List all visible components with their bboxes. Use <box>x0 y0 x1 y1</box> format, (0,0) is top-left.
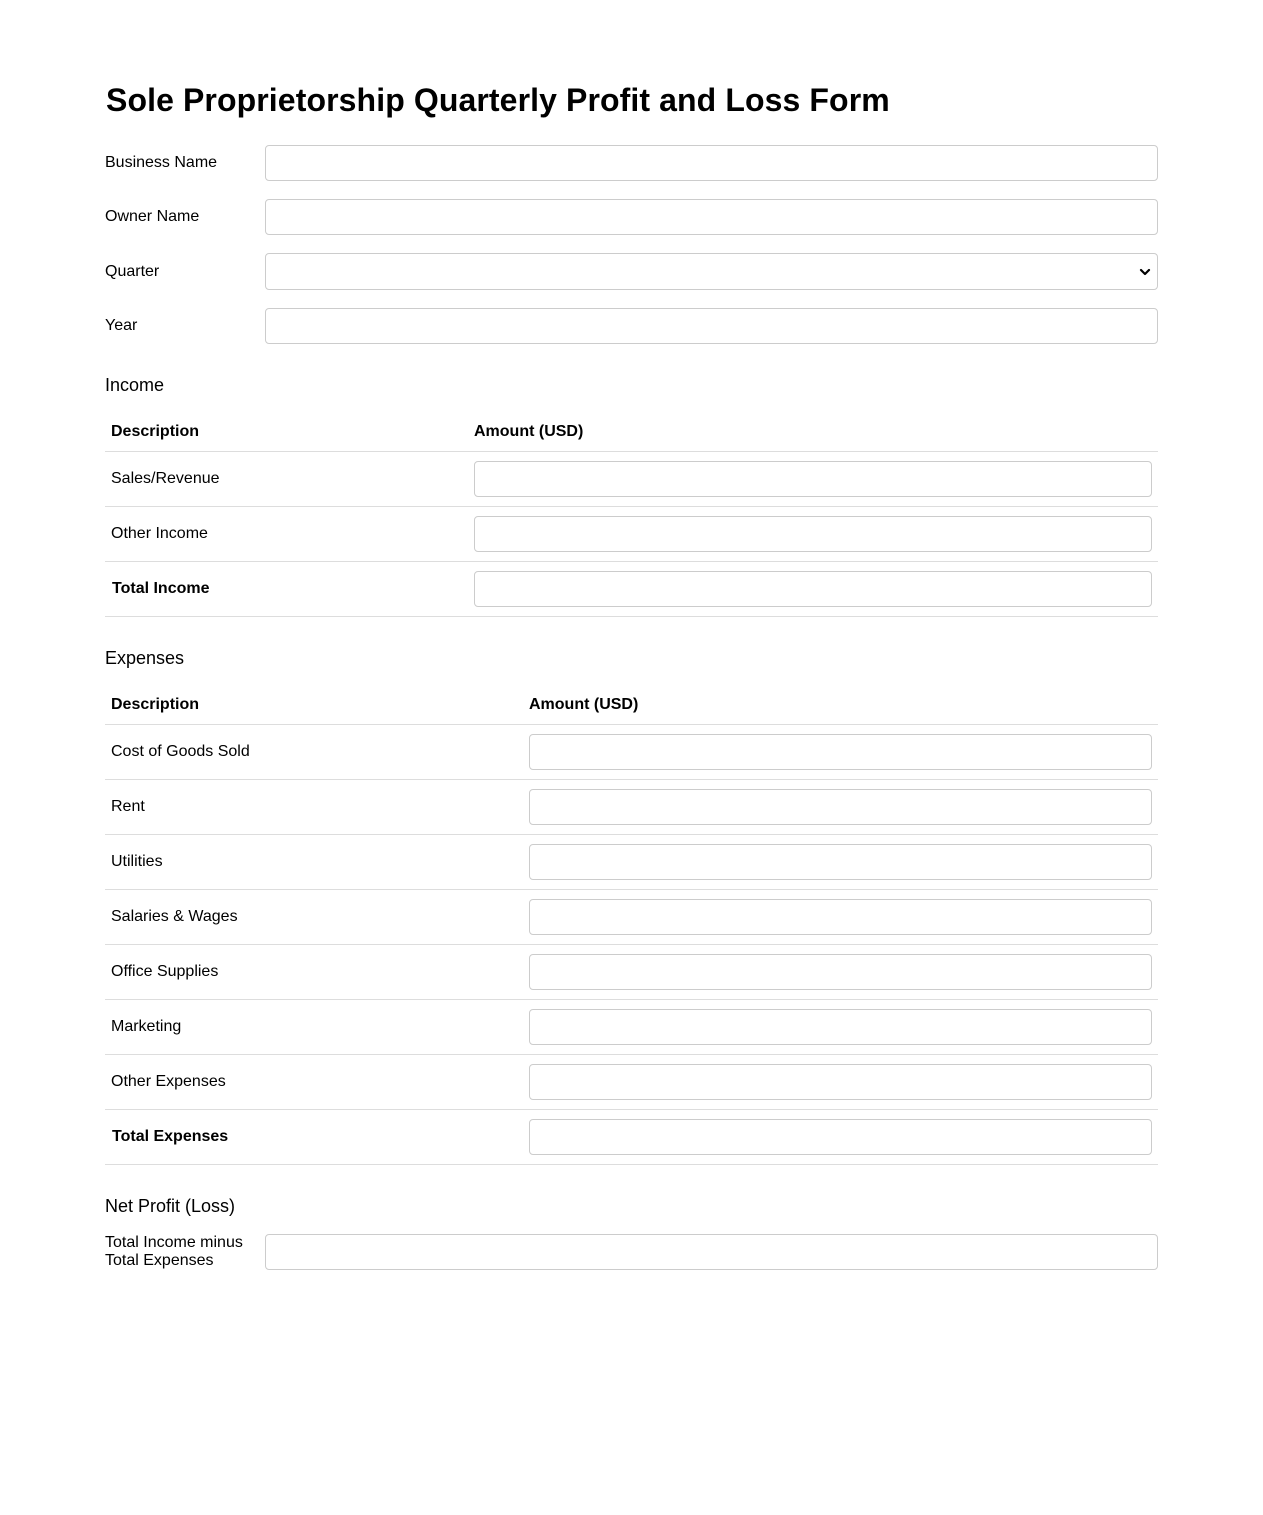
total-income-row <box>105 561 1158 616</box>
net-profit-label-line2: Total Expenses <box>105 1252 214 1269</box>
utilities-label: Utilities <box>105 834 523 889</box>
expenses-section-title: Expenses <box>105 648 185 668</box>
other-expenses-label: Other Expenses <box>105 1054 523 1109</box>
year-row <box>105 308 1158 344</box>
owner-name-input[interactable] <box>265 199 1158 235</box>
total-expenses-input[interactable] <box>529 1119 1152 1155</box>
net-profit-label-line1: Total Income minus <box>105 1234 243 1251</box>
business-name-input[interactable] <box>265 145 1158 181</box>
salaries-wages-input[interactable] <box>529 899 1152 935</box>
income-description-header: Description <box>105 413 468 451</box>
quarter-row <box>105 253 1158 290</box>
page-title: Sole Proprietorship Quarterly Profit and Loss Form <box>106 82 890 118</box>
table-row <box>105 999 1158 1054</box>
marketing-input[interactable] <box>529 1009 1152 1045</box>
business-name-row <box>105 145 1158 181</box>
net-profit-input[interactable] <box>265 1234 1158 1270</box>
rent-input[interactable] <box>529 789 1152 825</box>
owner-name-label: Owner Name <box>105 208 200 225</box>
rent-label: Rent <box>105 779 523 834</box>
other-expenses-input[interactable] <box>529 1064 1152 1100</box>
owner-name-row <box>105 199 1158 235</box>
business-name-label: Business Name <box>105 154 218 171</box>
salaries-wages-label: Salaries & Wages <box>105 889 523 944</box>
office-supplies-input[interactable] <box>529 954 1152 990</box>
total-income-label: Total Income <box>105 561 468 616</box>
table-row <box>105 724 1158 779</box>
total-income-input[interactable] <box>474 571 1152 607</box>
expenses-description-header: Description <box>105 686 523 724</box>
table-row <box>105 451 1158 506</box>
net-profit-row <box>105 1234 1158 1270</box>
income-amount-header: Amount (USD) <box>468 413 1158 451</box>
total-expenses-row <box>105 1109 1158 1164</box>
expenses-table <box>105 686 1158 1165</box>
net-profit-label <box>105 1234 265 1270</box>
table-row <box>105 834 1158 889</box>
income-table <box>105 413 1158 617</box>
net-profit-section-title: Net Profit (Loss) <box>105 1196 236 1216</box>
quarter-select[interactable] <box>265 253 1158 290</box>
income-header-row <box>105 413 1158 451</box>
table-row <box>105 506 1158 561</box>
table-row <box>105 889 1158 944</box>
other-income-input[interactable] <box>474 516 1152 552</box>
marketing-label: Marketing <box>105 999 523 1054</box>
expenses-amount-header: Amount (USD) <box>523 686 1158 724</box>
quarter-label: Quarter <box>105 262 160 280</box>
income-section-title: Income <box>105 375 165 395</box>
other-income-label: Other Income <box>105 506 468 561</box>
expenses-header-row <box>105 686 1158 724</box>
sales-revenue-label: Sales/Revenue <box>105 451 468 506</box>
sales-revenue-input[interactable] <box>474 461 1152 497</box>
table-row <box>105 779 1158 834</box>
table-row <box>105 1054 1158 1109</box>
cogs-input[interactable] <box>529 734 1152 770</box>
office-supplies-label: Office Supplies <box>105 944 523 999</box>
table-row <box>105 944 1158 999</box>
year-input[interactable] <box>265 308 1158 344</box>
cogs-label: Cost of Goods Sold <box>105 724 523 779</box>
year-label: Year <box>105 317 138 334</box>
total-expenses-label: Total Expenses <box>105 1109 523 1164</box>
utilities-input[interactable] <box>529 844 1152 880</box>
chevron-down-icon <box>1139 266 1151 278</box>
